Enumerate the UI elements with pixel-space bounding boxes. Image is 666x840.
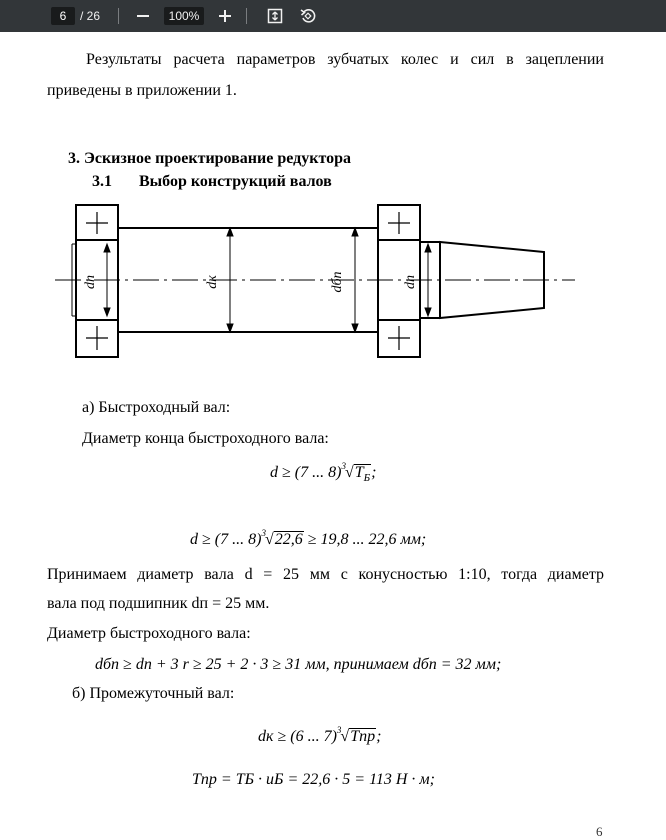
cube-root: $^3$√22,6 xyxy=(261,528,303,548)
section-heading: 3. Эскизное проектирование редуктора xyxy=(68,150,351,167)
paragraph-line: Принимаем диаметр вала d = 25 мм с конусностью 1:10, тогда диаметр xyxy=(47,566,604,583)
zoom-out-button[interactable] xyxy=(132,5,154,27)
subsection-number: 3.1 xyxy=(92,173,112,190)
fit-to-page-icon xyxy=(267,8,283,24)
formula-1: d ≥ (7 ... $8)^3√T_Б$; xyxy=(270,461,377,485)
dim-label-dp-left: dп xyxy=(83,275,98,289)
cube-root: $^3√T_Б$ xyxy=(341,461,371,485)
dim-label-dk: dк xyxy=(205,275,220,289)
shaft-sketch xyxy=(50,200,580,370)
formula-2-left: d ≥ (7 ... 8) xyxy=(190,531,262,548)
formula-3: dбп ≥ dп + 3 r ≥ 25 + 2 · 3 ≥ 31 мм, принимаем dбп = 32 мм; xyxy=(95,656,502,673)
root-radicand: $T_Б$ xyxy=(354,464,371,485)
minus-icon xyxy=(136,9,150,23)
root-index: 3 xyxy=(336,725,342,735)
list-item: б) Промежуточный вал: xyxy=(72,685,235,702)
formula-2 xyxy=(190,530,426,551)
plus-icon xyxy=(218,9,232,23)
rotate-button[interactable] xyxy=(297,5,319,27)
dim-label-dp-right: dп xyxy=(403,275,418,289)
fit-page-button[interactable] xyxy=(264,5,286,27)
paragraph-line: Диаметр быстроходного вала: xyxy=(47,625,251,642)
root-index: 3 xyxy=(341,461,346,471)
zoom-in-button[interactable] xyxy=(214,5,236,27)
pdf-toolbar xyxy=(0,0,666,32)
formula-2-right: ≥ 19,8 ... 22,6 мм; xyxy=(303,531,427,548)
page-number-input[interactable]: 6 xyxy=(51,7,75,25)
list-item: а) Быстроходный вал: xyxy=(82,399,231,416)
toolbar-divider xyxy=(246,8,247,24)
total-pages: / 26 xyxy=(80,9,101,23)
dim-label-dbp: dбп xyxy=(330,271,345,293)
formula-4: dк ≥ (6 ... 7)$^3$√Tпр; xyxy=(258,727,381,748)
root-radicand: 22,6 xyxy=(274,531,303,548)
zoom-input[interactable]: 100% xyxy=(164,7,204,25)
formula-4-left: dк ≥ (6 ... 7) xyxy=(258,728,337,745)
paragraph-line: приведены в приложении 1. xyxy=(47,82,237,99)
root-radicand: Tпр xyxy=(350,728,376,745)
paragraph-line: вала под подшипник dп = 25 мм. xyxy=(47,595,270,612)
cube-root: $^3$√Tпр xyxy=(336,725,376,745)
toolbar-divider xyxy=(118,8,119,24)
paragraph-line: Результаты расчета параметров зубчатых колес и сил в зацеплении xyxy=(86,51,604,68)
formula-1-left: d ≥ (7 ... 8) xyxy=(270,464,342,481)
formula-5: Tпр = TБ · uБ = 22,6 · 5 = 113 Н · м; xyxy=(192,771,435,788)
subsection-heading: Выбор конструкций валов xyxy=(139,173,332,190)
paragraph-line: Диаметр конца быстроходного вала: xyxy=(82,430,329,447)
root-index: 3 xyxy=(261,528,266,538)
page-number: 6 xyxy=(596,824,603,839)
rotate-icon xyxy=(300,8,316,24)
